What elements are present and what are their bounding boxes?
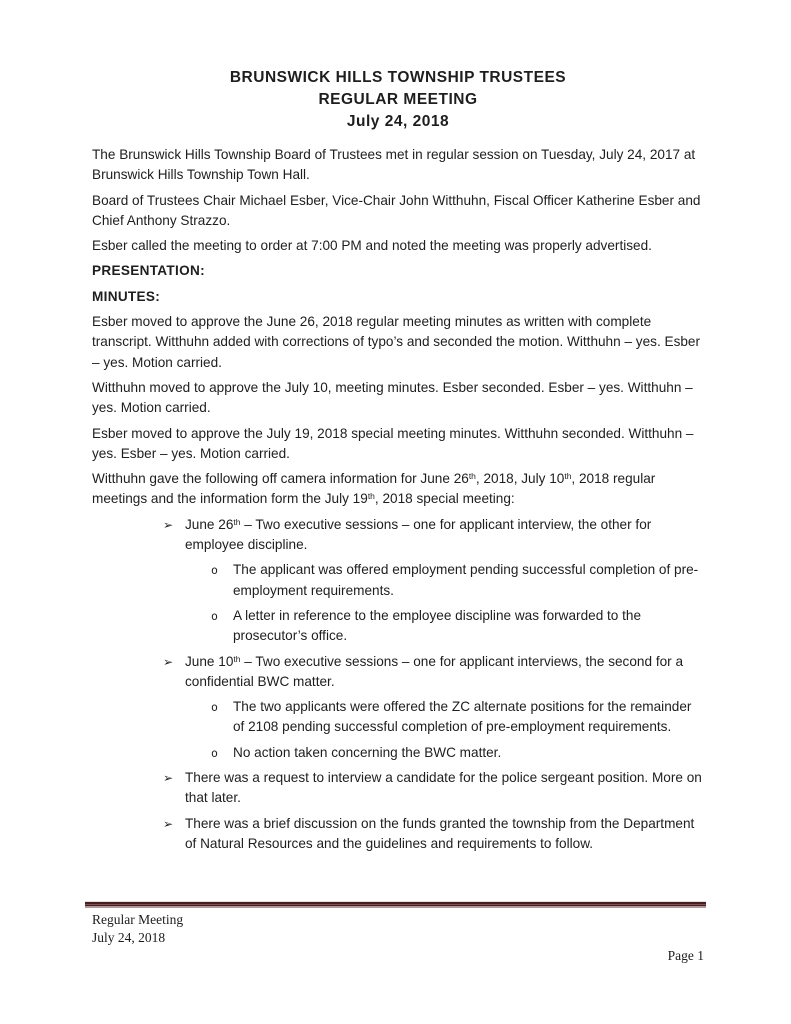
ordinal-superscript: th [468, 471, 476, 482]
subbullet-zc-alternates [211, 697, 704, 738]
heading-presentation: PRESENTATION: [92, 263, 205, 279]
circle-bullet-icon: o [211, 700, 218, 715]
arrowhead-bullet-icon: ➢ [163, 517, 174, 532]
subbullet-discipline-letter [211, 606, 704, 647]
doc-title [92, 67, 704, 133]
bullet-text [185, 652, 704, 693]
paragraph-july10-minutes-approval: Witthuhn moved to approve the July 10, meeting minutes. Esber seconded. Esber – yes. Witthuhn – yes. Motion carried. [92, 379, 693, 416]
paragraph-session-intro: The Brunswick Hills Township Board of Trustees met in regular session on Tuesday, July 24, 2017 at Brunswick Hills Township Town Hall. [92, 147, 696, 183]
paragraph-july19-minutes-approval: Esber moved to approve the July 19, 2018 special meeting minutes. Witthuhn seconded. Witthuhn – yes. Esber – yes. Motion carried. [92, 425, 694, 461]
circle-bullet-icon: o [211, 563, 218, 578]
subbullet-text: The two applicants were offered the ZC alternate positions for the remainder of 2108 pending successful completion of pre-employment requirements. [233, 699, 692, 735]
bullet-sergeant-interview [163, 768, 704, 809]
off-camera-text-d: , 2018 special meeting: [374, 491, 515, 507]
title-line-3: July 24, 2018 [346, 113, 450, 130]
bullet-dnr-funds [163, 814, 704, 855]
bullet-text-b: – Two executive sessions – one for applicant interviews, the second for a confidential BWC matter. [185, 653, 684, 689]
title-line-2: REGULAR MEETING [318, 91, 478, 108]
off-camera-text-a: Witthuhn gave the following off camera information for June 26 [92, 471, 469, 487]
paragraph-off-camera-intro [92, 469, 704, 510]
ordinal-superscript: th [233, 653, 241, 664]
footer-page-number: Page 1 [667, 948, 704, 963]
ordinal-superscript: th [233, 516, 241, 527]
ordinal-superscript: th [564, 471, 572, 482]
heading-minutes: MINUTES: [92, 288, 161, 304]
bullet-text [185, 515, 704, 556]
ordinal-superscript: th [367, 491, 375, 502]
off-camera-text-b: , 2018, July 10 [475, 471, 565, 487]
circle-bullet-icon: o [211, 745, 218, 760]
footer-divider-rule [85, 901, 706, 908]
paragraph-attendees: Board of Trustees Chair Michael Esber, Vice-Chair John Witthuhn, Fiscal Officer Katherine Esber and Chief Anthony Strazzo. [92, 192, 701, 228]
paragraph-june26-minutes-approval: Esber moved to approve the June 26, 2018 regular meeting minutes as written with complete transcript. Witthuhn added with corrections of typo’s and seconded the motion. Witthuhn – yes. Esber – yes. Motion carried. [92, 314, 701, 370]
off-camera-text-c: , 2018 regular meetings and the information form the July 19 [92, 471, 656, 507]
footer-meta [85, 911, 706, 947]
page-footer [85, 901, 706, 965]
subbullet-bwc-no-action [211, 743, 704, 763]
arrowhead-bullet-icon: ➢ [163, 771, 174, 786]
subbullet-text: The applicant was offered employment pending successful completion of pre-employment requirements. [233, 562, 699, 598]
paragraph-call-to-order: Esber called the meeting to order at 7:00 PM and noted the meeting was properly advertised. [92, 238, 652, 254]
bullet-text: There was a request to interview a candidate for the police sergeant position. More on that later. [185, 770, 702, 806]
bullet-text-a: June 26 [185, 516, 234, 532]
subbullet-text: A letter in reference to the employee discipline was forwarded to the prosecutor’s office. [233, 607, 642, 644]
footer-doc-type: Regular Meeting [92, 912, 184, 927]
bullet-text: There was a brief discussion on the funds granted the township from the Department of Natural Resources and the guidelines and requirements to follow. [185, 815, 695, 851]
arrowhead-bullet-icon: ➢ [163, 654, 174, 669]
bullet-june26-sessions [163, 515, 704, 556]
bullet-june10-sessions [163, 652, 704, 693]
arrowhead-bullet-icon: ➢ [163, 816, 174, 831]
title-line-1: BRUNSWICK HILLS TOWNSHIP TRUSTEES [229, 69, 567, 86]
subbullet-applicant-offer [211, 560, 704, 601]
bullet-text-a: June 10 [185, 653, 234, 669]
bullet-text-b: – Two executive sessions – one for applicant interview, the other for employee discipline. [185, 516, 652, 553]
footer-date: July 24, 2018 [92, 930, 166, 945]
circle-bullet-icon: o [211, 608, 218, 623]
subbullet-text: No action taken concerning the BWC matter. [233, 744, 502, 760]
